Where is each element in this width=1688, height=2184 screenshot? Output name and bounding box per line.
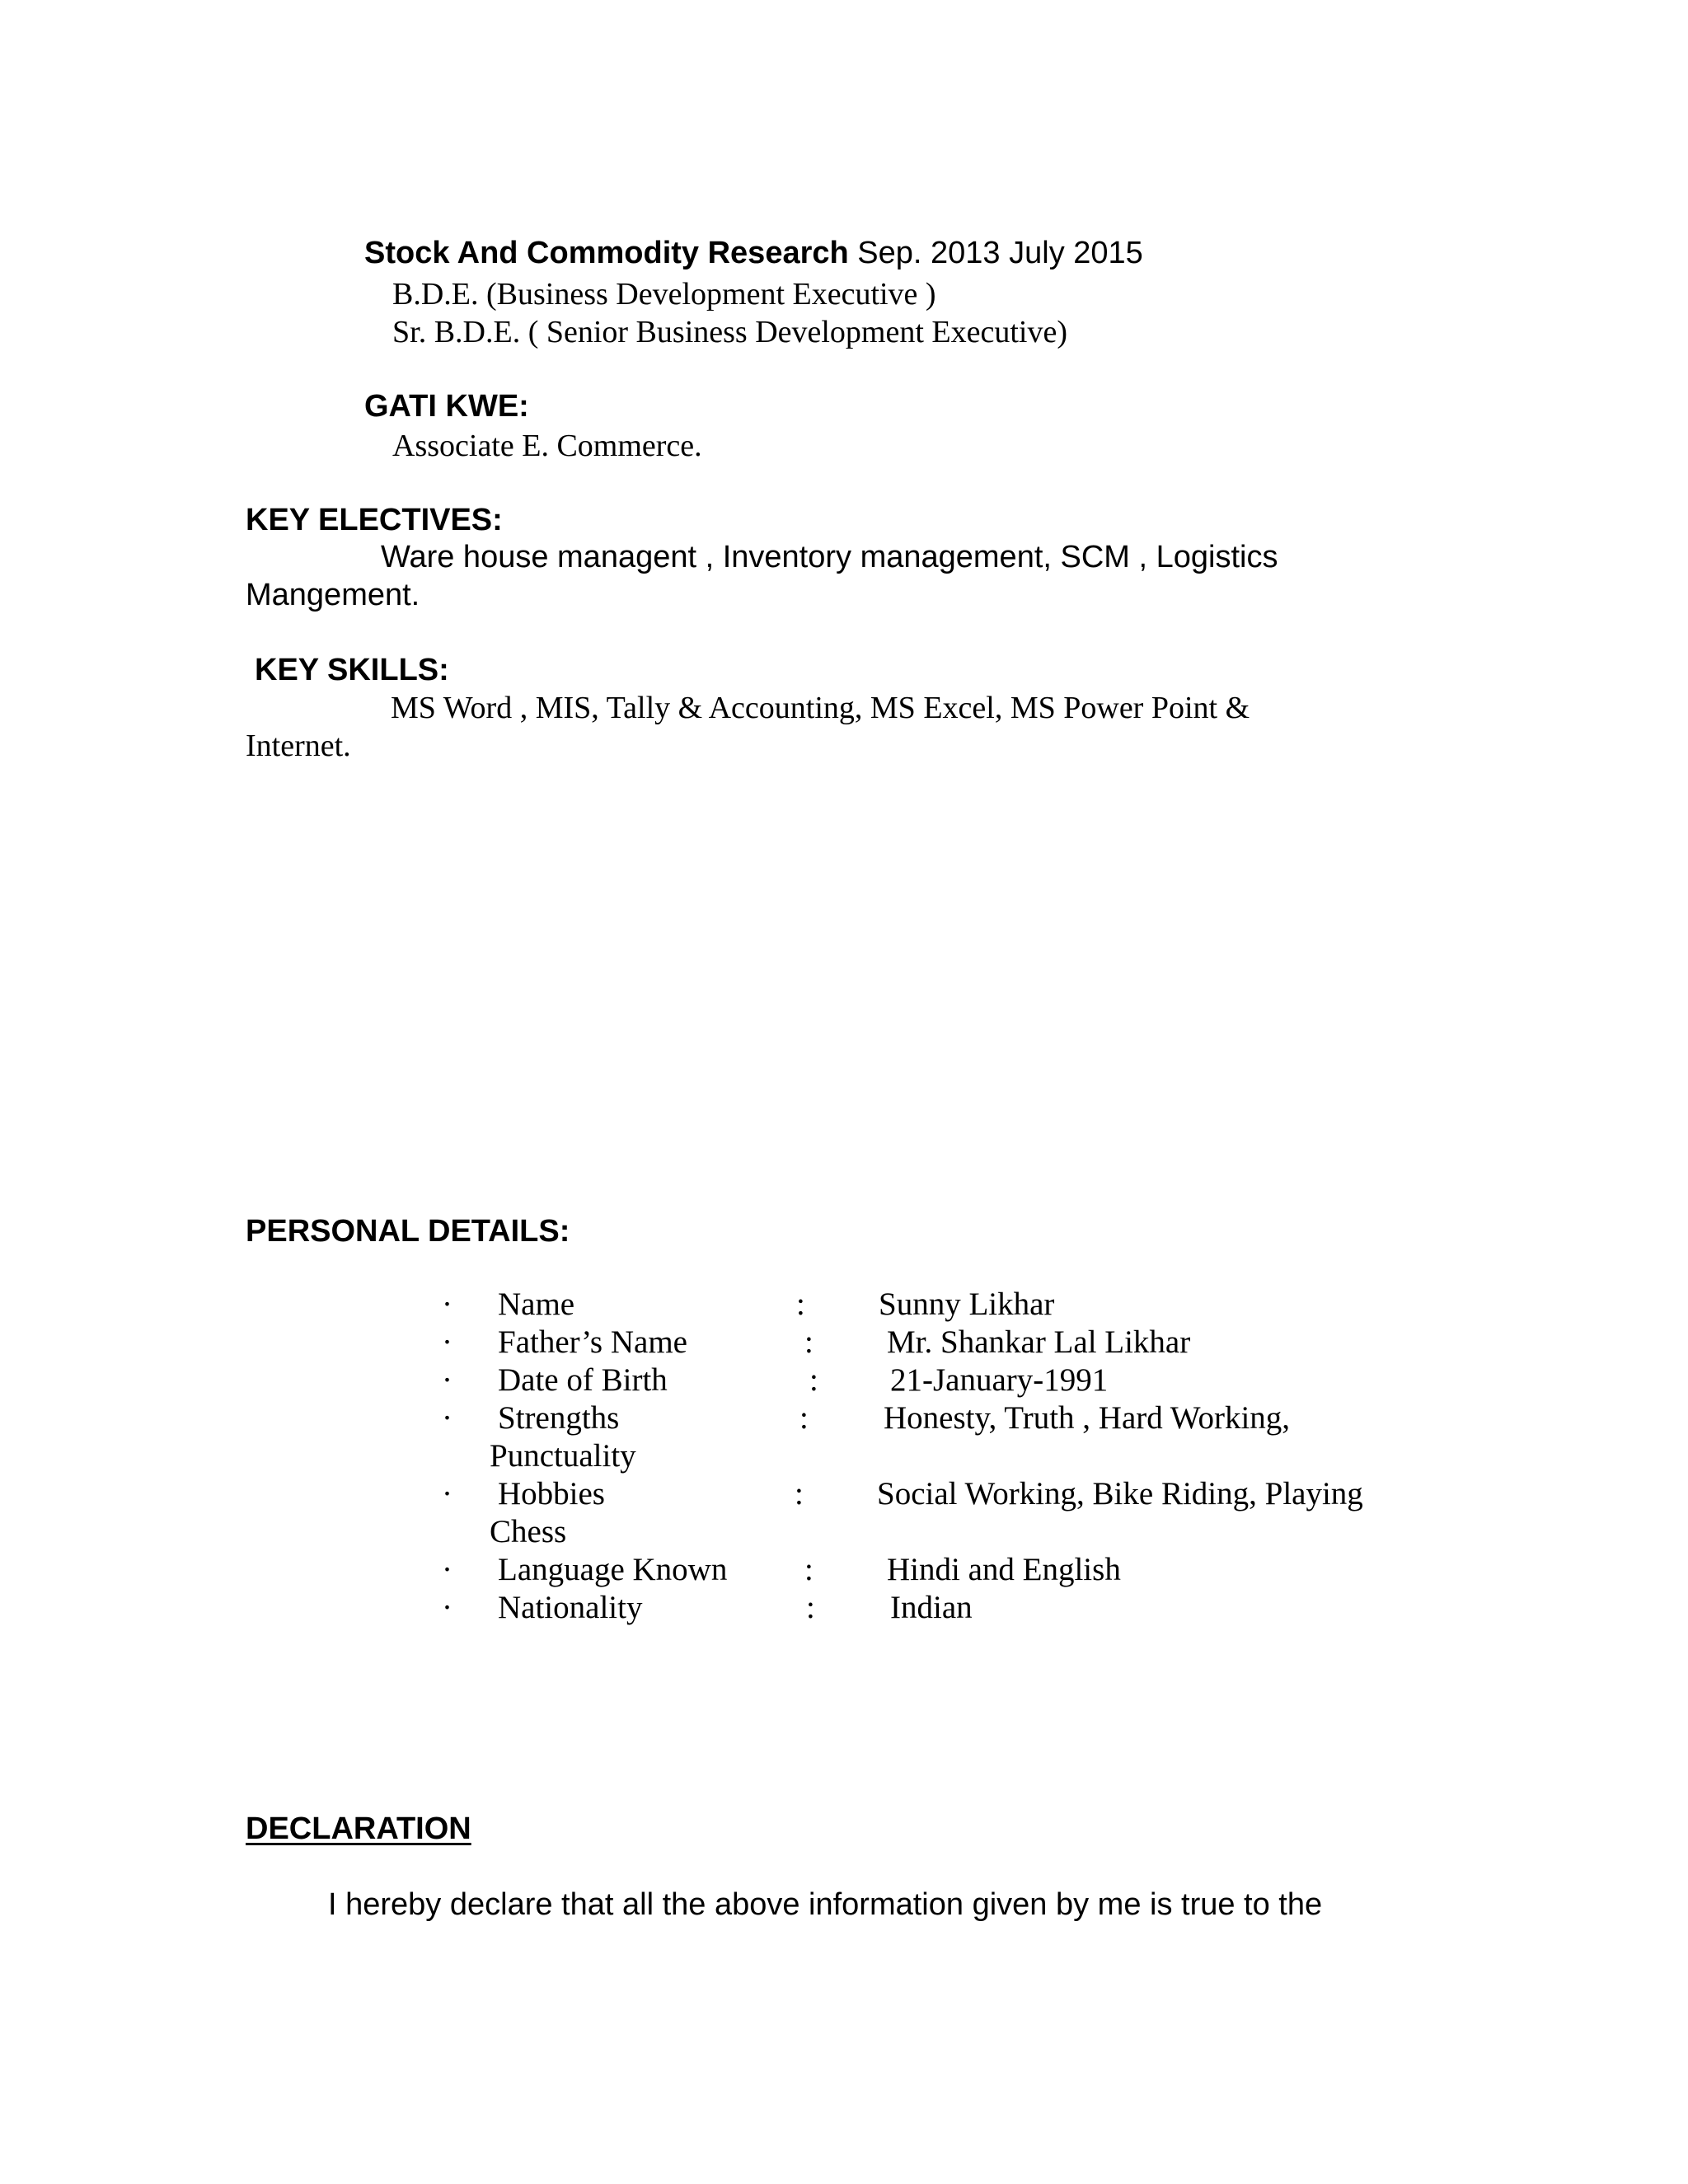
detail-value: Sunny Likhar: [879, 1286, 1055, 1322]
separator: :: [799, 1400, 809, 1436]
company1-role-1: B.D.E. (Business Development Executive ): [392, 277, 936, 312]
detail-label: Father’s Name: [498, 1324, 687, 1360]
key-electives-heading: KEY ELECTIVES:: [246, 503, 503, 537]
detail-value: 21-January-1991: [890, 1362, 1109, 1398]
separator: :: [809, 1362, 818, 1398]
list-item: [0, 1591, 1688, 1628]
key-skills-line-1: MS Word , MIS, Tally & Accounting, MS Excel, MS Power Point &: [391, 691, 1250, 725]
list-item-continuation: [0, 1440, 1688, 1476]
separator: :: [796, 1286, 805, 1322]
detail-label: Hobbies: [498, 1476, 605, 1511]
separator: :: [804, 1552, 814, 1587]
detail-label: Strengths: [498, 1400, 620, 1436]
list-item-continuation: [0, 1516, 1688, 1552]
key-skills-line-2: Internet.: [246, 729, 351, 763]
list-item: [0, 1288, 1688, 1324]
detail-value: Hindi and English: [887, 1552, 1121, 1587]
company1-name: Stock And Commodity Research: [364, 236, 849, 270]
key-electives-line-2: Mangement.: [246, 578, 420, 612]
key-electives-line-1: Ware house managent , Inventory management, SCM , Logistics: [381, 540, 1278, 574]
bullet: ·: [442, 1362, 452, 1398]
detail-value: Mr. Shankar Lal Likhar: [887, 1324, 1191, 1360]
detail-value: Social Working, Bike Riding, Playing: [877, 1476, 1363, 1511]
list-item: [0, 1402, 1688, 1438]
company2-role-1: Associate E. Commerce.: [392, 429, 702, 463]
bullet: ·: [442, 1476, 452, 1511]
detail-label: Nationality: [498, 1590, 643, 1625]
company1-role-2: Sr. B.D.E. ( Senior Business Development Executive): [392, 315, 1067, 349]
company1-period: Sep. 2013 July 2015: [857, 236, 1143, 270]
separator: :: [804, 1324, 814, 1360]
declaration-text: I hereby declare that all the above information given by me is true to the: [328, 1887, 1323, 1922]
bullet: ·: [442, 1324, 452, 1360]
detail-value-continuation: Punctuality: [490, 1438, 636, 1474]
experience-company1-line: [364, 237, 1143, 269]
bullet: ·: [442, 1286, 452, 1322]
company2-name: GATI KWE:: [364, 389, 529, 424]
separator: :: [806, 1590, 815, 1625]
personal-details-heading: PERSONAL DETAILS:: [246, 1214, 570, 1249]
key-skills-heading: KEY SKILLS:: [255, 653, 449, 687]
detail-label: Date of Birth: [498, 1362, 668, 1398]
detail-value: Honesty, Truth , Hard Working,: [884, 1400, 1291, 1436]
list-item: [0, 1554, 1688, 1590]
bullet: ·: [442, 1590, 452, 1625]
detail-value: Indian: [890, 1590, 973, 1625]
separator: :: [795, 1476, 804, 1511]
bullet: ·: [442, 1552, 452, 1587]
detail-label: Name: [498, 1286, 575, 1322]
list-item: [0, 1364, 1688, 1400]
declaration-heading: DECLARATION: [246, 1811, 471, 1846]
detail-label: Language Known: [498, 1552, 728, 1587]
list-item: [0, 1326, 1688, 1362]
bullet: ·: [442, 1400, 452, 1436]
detail-value-continuation: Chess: [490, 1514, 567, 1549]
list-item: [0, 1478, 1688, 1514]
